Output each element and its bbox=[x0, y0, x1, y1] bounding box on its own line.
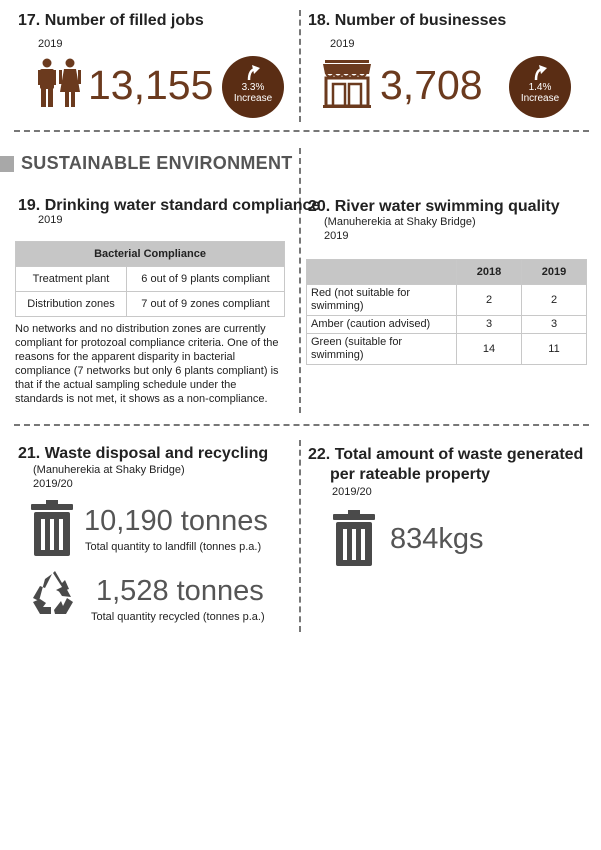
trash-bin-icon bbox=[31, 500, 73, 561]
waste-year: 2019/20 bbox=[33, 478, 73, 490]
row-label: Green (suitable for swimming) bbox=[307, 334, 457, 365]
jobs-year: 2019 bbox=[38, 38, 63, 50]
waste-total-heading-line1: 22. Total amount of waste generated bbox=[308, 446, 584, 463]
river-year: 2019 bbox=[324, 230, 349, 242]
row-label: Distribution zones bbox=[16, 292, 127, 317]
cell-2019: 11 bbox=[522, 334, 587, 365]
business-badge-value: 1.4% bbox=[528, 82, 552, 93]
people-icon bbox=[37, 58, 81, 113]
drinking-heading: 19. Drinking water standard compliance bbox=[18, 197, 321, 214]
business-badge-label: Increase bbox=[520, 93, 560, 104]
shop-icon bbox=[322, 58, 372, 113]
waste-total-year: 2019/20 bbox=[332, 486, 372, 498]
landfill-value: 10,190 tonnes bbox=[84, 505, 268, 537]
jobs-increase-badge bbox=[222, 56, 284, 118]
table-row bbox=[307, 285, 587, 316]
table-row bbox=[16, 292, 285, 317]
trash-bin-icon bbox=[333, 510, 375, 571]
landfill-label: Total quantity to landfill (tonnes p.a.) bbox=[85, 541, 262, 553]
jobs-badge-value: 3.3% bbox=[241, 82, 265, 93]
column-header bbox=[307, 260, 457, 285]
cell-2018: 3 bbox=[457, 316, 522, 334]
cell-2019: 2 bbox=[522, 285, 587, 316]
table-header: Bacterial Compliance bbox=[16, 242, 285, 267]
river-quality-table bbox=[306, 259, 587, 365]
section-title: SUSTAINABLE ENVIRONMENT bbox=[21, 153, 293, 173]
business-increase-badge bbox=[509, 56, 571, 118]
recycled-label: Total quantity recycled (tonnes p.a.) bbox=[91, 611, 265, 623]
waste-heading: 21. Waste disposal and recycling bbox=[18, 445, 269, 462]
jobs-value: 13,155 bbox=[88, 62, 214, 108]
bacterial-compliance-table bbox=[15, 241, 285, 317]
business-year: 2019 bbox=[330, 38, 355, 50]
column-header: 2018 bbox=[457, 260, 522, 285]
table-row bbox=[307, 334, 587, 365]
table-row bbox=[16, 267, 285, 292]
waste-total-heading-line2: per rateable property bbox=[330, 466, 491, 483]
arrow-up-right-icon bbox=[222, 64, 284, 80]
arrow-up-right-icon bbox=[509, 64, 571, 80]
waste-total-value: 834kgs bbox=[390, 523, 484, 555]
table-row bbox=[307, 316, 587, 334]
row-label: Amber (caution advised) bbox=[307, 316, 457, 334]
jobs-heading: 17. Number of filled jobs bbox=[18, 12, 204, 29]
column-header: 2019 bbox=[522, 260, 587, 285]
divider bbox=[299, 10, 301, 122]
recycled-value: 1,528 tonnes bbox=[96, 575, 264, 607]
cell-2018: 14 bbox=[457, 334, 522, 365]
cell-2018: 2 bbox=[457, 285, 522, 316]
drinking-note: No networks and no distribution zones are currently compliant for protozoal compliance criteria. One of the reasons for the apparent disparity in bacterial compliance (7 networks but only 6 plants compliant) is that if the actual sampling schedule under the standards is not met, it shows as a non-compliance. bbox=[15, 323, 279, 405]
business-heading: 18. Number of businesses bbox=[308, 12, 507, 29]
row-value: 7 out of 9 zones compliant bbox=[127, 292, 285, 317]
business-value: 3,708 bbox=[380, 62, 483, 108]
drinking-year: 2019 bbox=[38, 214, 63, 226]
cell-2019: 3 bbox=[522, 316, 587, 334]
recycle-icon bbox=[31, 571, 75, 620]
divider bbox=[14, 424, 589, 426]
row-label: Red (not suitable for swimming) bbox=[307, 285, 457, 316]
divider bbox=[299, 440, 301, 632]
jobs-badge-label: Increase bbox=[233, 93, 273, 104]
section-marker bbox=[0, 156, 14, 172]
divider bbox=[14, 130, 589, 132]
divider bbox=[299, 148, 301, 413]
river-heading: 20. River water swimming quality bbox=[308, 198, 560, 215]
river-location: (Manuherekia at Shaky Bridge) bbox=[324, 216, 476, 228]
row-value: 6 out of 9 plants compliant bbox=[127, 267, 285, 292]
waste-location: (Manuherekia at Shaky Bridge) bbox=[33, 464, 185, 476]
row-label: Treatment plant bbox=[16, 267, 127, 292]
